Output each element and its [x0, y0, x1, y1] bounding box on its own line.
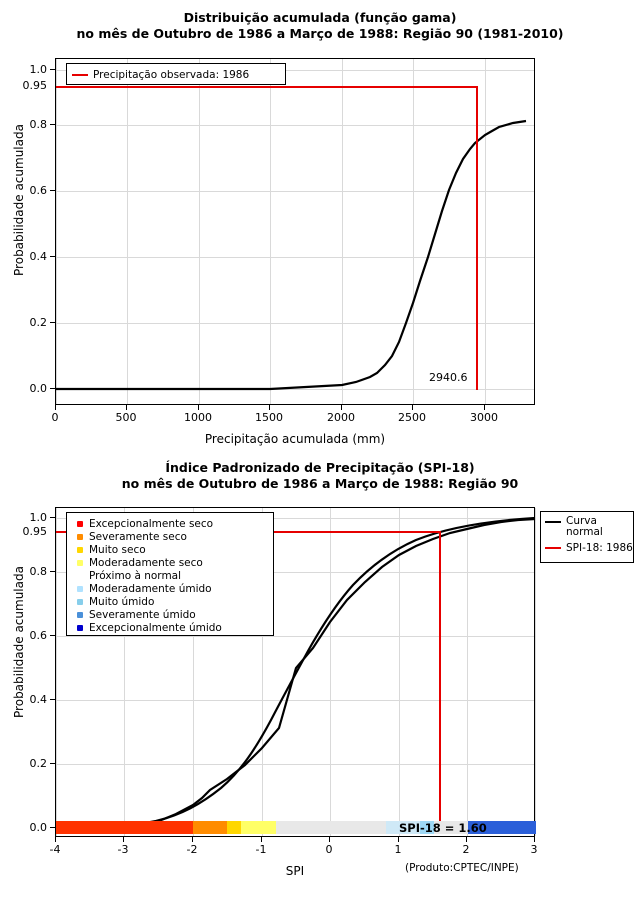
- y-tick: [50, 763, 55, 764]
- legend-item-severamente-umido: [72, 608, 267, 621]
- legend-item-moderadamente-umido: [72, 582, 267, 595]
- y-tick-label: 1.0: [29, 63, 47, 76]
- top-legend: [66, 63, 286, 85]
- bottom-y-axis-title: Probabilidade acumulada: [12, 566, 26, 718]
- legend-item-proximo-a-normal: [72, 569, 267, 582]
- legend-item-spi-1986: [545, 540, 633, 555]
- legend-item-curva-normal: [545, 516, 629, 540]
- x-tick: [484, 405, 485, 410]
- y-tick: [50, 699, 55, 700]
- spi-value-label: SPI-18 = 1.60: [399, 821, 487, 835]
- legend-item-label: Severamente seco: [89, 530, 187, 543]
- bottom-plot-area: [55, 507, 535, 837]
- x-tick: [192, 837, 193, 842]
- x-tick-label: 1500: [255, 411, 283, 424]
- legend-item-label-2: normal: [566, 526, 603, 538]
- x-tick-label: 1: [394, 843, 402, 856]
- legend-item-excepcionalmente-seco: [72, 517, 267, 530]
- y-tick-label: 0.8: [29, 565, 47, 578]
- legend-item-label: Excepcionalmente seco: [89, 517, 214, 530]
- y-tick: [50, 635, 55, 636]
- x-tick-label: -4: [49, 843, 61, 856]
- top-x-axis-title: Precipitação acumulada (mm): [204, 432, 386, 446]
- y-tick-label: 0.6: [29, 184, 47, 197]
- x-tick: [412, 405, 413, 410]
- legend-item-muito-umido: [72, 595, 267, 608]
- x-tick: [126, 405, 127, 410]
- x-tick: [466, 837, 467, 842]
- x-tick: [398, 837, 399, 842]
- x-tick: [55, 405, 56, 410]
- spi-segment-muito-seco: [227, 821, 241, 834]
- y-tick-label: 1.0: [29, 511, 47, 524]
- y-tick-label: 0.2: [29, 316, 47, 329]
- legend-item-label: Moderadamente úmido: [89, 582, 212, 595]
- y-tick-label: 0.2: [29, 757, 47, 770]
- top-chart-title-line2: no mês de Outubro de 1986 a Março de 1988: Região 90 (1981-2010): [76, 26, 564, 41]
- legend-item-label: Excepcionalmente úmido: [89, 621, 222, 634]
- y-tick: [50, 69, 55, 70]
- y-tick-label: 0.8: [29, 118, 47, 131]
- bottom-chart-title-line1: Índice Padronizado de Precipitação (SPI-18): [165, 460, 475, 475]
- y-tick-label: 0.6: [29, 629, 47, 642]
- observed-precipitation-line: [476, 86, 478, 390]
- y-tick: [50, 827, 55, 828]
- x-tick: [55, 837, 56, 842]
- spi-segment-proximo-a-normal: [276, 821, 386, 834]
- observed-probability-line: [56, 86, 478, 88]
- legend-item-label: SPI-18: 1986: [566, 541, 633, 554]
- top-chart-title-line1: Distribuição acumulada (função gama): [183, 10, 457, 25]
- y-tick-label: 0.0: [29, 821, 47, 834]
- spi-segment-moderadamente-seco: [241, 821, 276, 834]
- legend-item-label: Moderadamente seco: [89, 556, 203, 569]
- legend-item-observed: [72, 68, 279, 81]
- bottom-x-axis-title: SPI: [285, 864, 305, 878]
- top-chart-title: [0, 10, 640, 42]
- legend-dot-icon: [77, 599, 83, 605]
- legend-item-label: Muito seco: [89, 543, 146, 556]
- x-tick-label: 3: [530, 843, 538, 856]
- x-tick: [261, 837, 262, 842]
- y-tick: [50, 388, 55, 389]
- spi-segment-severamente-seco: [193, 821, 227, 834]
- legend-item-moderadamente-seco: [72, 556, 267, 569]
- bottom-chart-title: [0, 460, 640, 492]
- x-tick: [329, 837, 330, 842]
- y-tick: [50, 190, 55, 191]
- y-tick-label-highlight: 0.95: [22, 79, 47, 92]
- y-tick-label: 0.4: [29, 250, 47, 263]
- legend-item-muito-seco: [72, 543, 267, 556]
- y-tick: [50, 517, 55, 518]
- spi-segment-excepcionalmente-seco: [56, 821, 193, 834]
- gamma-cdf-curve: [56, 59, 536, 406]
- product-credit: (Produto:CPTEC/INPE): [405, 862, 519, 874]
- legend-dot-icon: [77, 625, 83, 631]
- y-tick: [50, 571, 55, 572]
- x-tick-label: 500: [115, 411, 137, 424]
- legend-item-label: Severamente úmido: [89, 608, 196, 621]
- spi-value-line: [439, 531, 441, 828]
- y-tick: [50, 124, 55, 125]
- bottom-chart-title-line2: no mês de Outubro de 1986 a Março de 1988: Região 90: [121, 476, 519, 491]
- legend-line-swatch-icon: [545, 521, 561, 523]
- legend-item-label: Próximo à normal: [89, 569, 182, 582]
- y-tick-label-highlight: 0.95: [22, 525, 47, 538]
- x-tick-label: 2000: [327, 411, 355, 424]
- y-tick-label: 0.4: [29, 693, 47, 706]
- x-tick: [198, 405, 199, 410]
- legend-item-severamente-seco: [72, 530, 267, 543]
- legend-dot-icon: [77, 560, 83, 566]
- legend-dot-icon: [77, 521, 83, 527]
- x-tick-label: 0: [51, 411, 59, 424]
- spi-curve-legend: [540, 511, 634, 563]
- top-plot-area: [55, 58, 535, 405]
- y-tick-label: 0.0: [29, 382, 47, 395]
- legend-item-label: Precipitação observada: 1986: [93, 68, 250, 81]
- legend-dot-icon: [77, 547, 83, 553]
- x-tick-label: 3000: [470, 411, 498, 424]
- x-tick-label: 2500: [398, 411, 426, 424]
- y-tick: [50, 322, 55, 323]
- x-tick-label: -2: [186, 843, 198, 856]
- legend-line-swatch-icon: [72, 74, 88, 76]
- spi-category-legend: [66, 512, 274, 636]
- legend-item-excepcionalmente-umido: [72, 621, 267, 634]
- legend-line-swatch-icon: [545, 547, 561, 549]
- legend-dot-icon: [77, 573, 83, 579]
- x-tick-label: 1000: [184, 411, 212, 424]
- x-tick-label: 2: [462, 843, 470, 856]
- legend-item-label-group: [566, 516, 603, 538]
- x-tick-label: -3: [117, 843, 129, 856]
- legend-dot-icon: [77, 612, 83, 618]
- x-tick: [534, 837, 535, 842]
- y-tick: [50, 256, 55, 257]
- legend-dot-icon: [77, 534, 83, 540]
- x-tick: [341, 405, 342, 410]
- x-tick-label: 0: [325, 843, 333, 856]
- legend-item-label: Curva: [566, 515, 597, 527]
- top-y-axis-title: Probabilidade acumulada: [12, 124, 26, 276]
- legend-dot-icon: [77, 586, 83, 592]
- observed-precipitation-value: 2940.6: [429, 371, 468, 384]
- spi-chart-panel: [0, 452, 640, 900]
- x-tick: [123, 837, 124, 842]
- x-tick: [269, 405, 270, 410]
- legend-item-label: Muito úmido: [89, 595, 155, 608]
- x-tick-label: -1: [255, 843, 267, 856]
